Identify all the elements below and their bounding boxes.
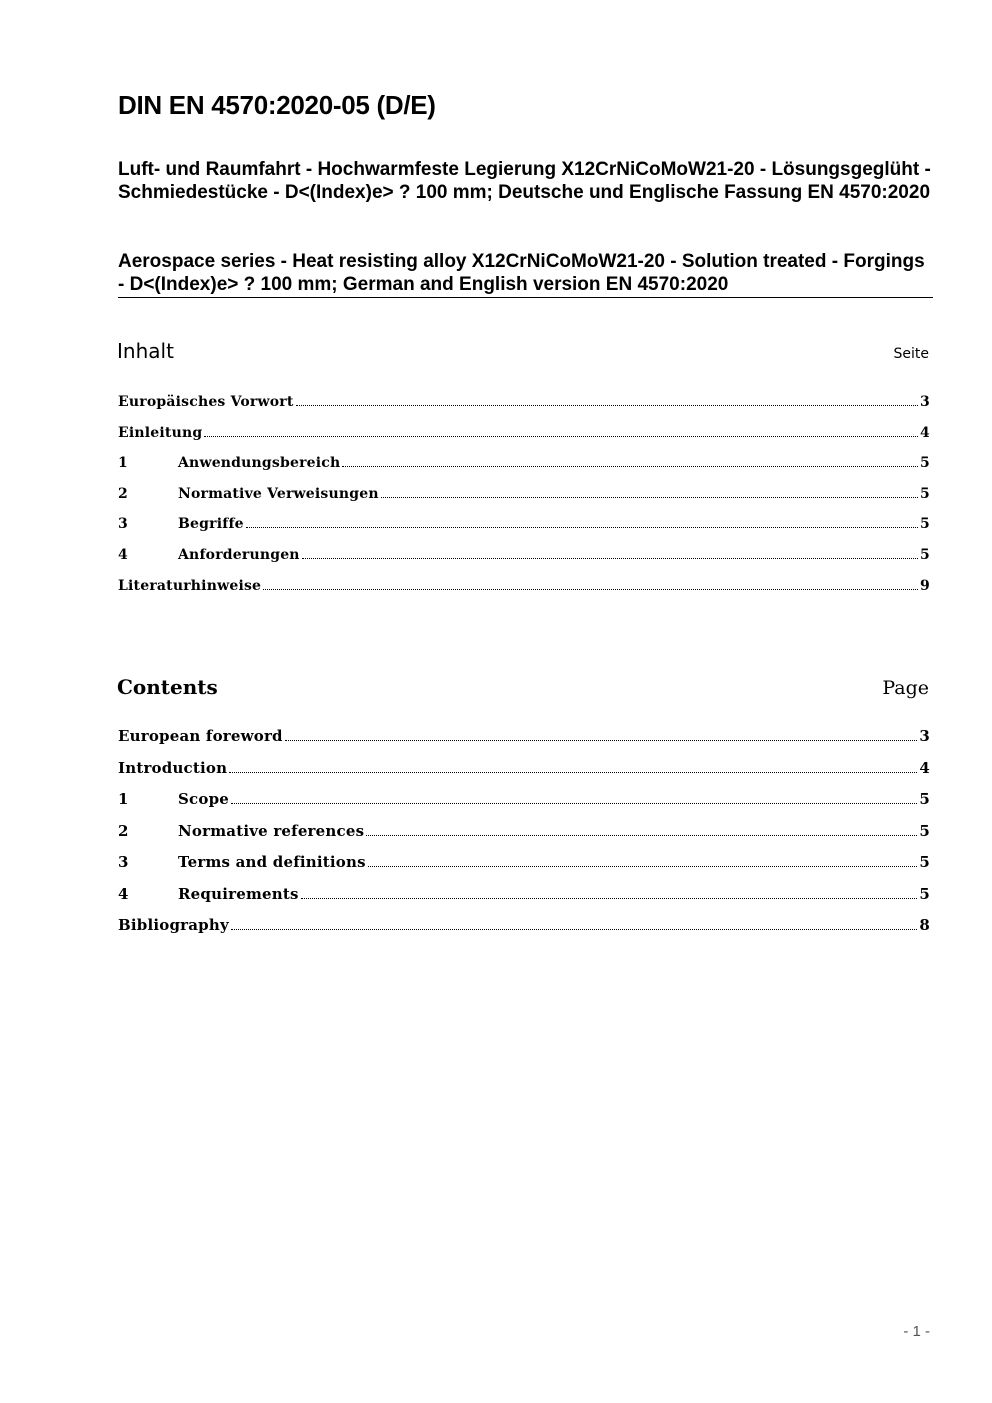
toc-entry-page: 5 xyxy=(919,821,930,840)
toc-leader-dots xyxy=(368,866,918,867)
toc-leader-dots xyxy=(204,436,918,437)
toc-entry[interactable] xyxy=(118,516,930,547)
toc-leader-dots xyxy=(231,929,917,930)
toc-entry-number: 2 xyxy=(118,821,129,840)
toc-entry-label: Terms and definitions xyxy=(178,853,366,871)
toc-entry-label: Begriffe xyxy=(178,516,244,533)
toc-entry-page: 5 xyxy=(919,884,930,903)
toc-entry-label: Introduction xyxy=(118,758,228,777)
toc-entry[interactable] xyxy=(118,916,930,948)
toc-leader-dots xyxy=(366,835,917,836)
toc-entry[interactable] xyxy=(118,547,930,578)
toc-entry[interactable] xyxy=(118,394,930,425)
toc-entry-page: 5 xyxy=(919,790,930,808)
toc-entry[interactable] xyxy=(118,425,930,456)
toc-entry[interactable] xyxy=(118,486,930,517)
toc-entry-page: 4 xyxy=(920,424,930,441)
toc-entry-label: Requirements xyxy=(178,884,299,903)
toc-heading-english xyxy=(117,675,929,699)
document-id: DIN EN 4570:2020-05 (D/E) xyxy=(118,90,436,120)
toc-entry-page: 5 xyxy=(919,853,930,871)
toc-entry-label: Einleitung xyxy=(118,424,203,441)
toc-entry[interactable] xyxy=(118,455,930,486)
title-divider xyxy=(118,297,933,298)
toc-entry-page: 9 xyxy=(920,577,930,594)
toc-title-english: Contents xyxy=(117,675,218,699)
toc-entry-page: 4 xyxy=(919,758,930,777)
toc-entry-label: Normative Verweisungen xyxy=(178,485,379,502)
page-number: - 1 - xyxy=(903,1323,930,1340)
toc-entry-number: 4 xyxy=(118,884,129,903)
toc-entry-label: Normative references xyxy=(178,821,365,840)
toc-entry-label: Literaturhinweise xyxy=(118,577,262,594)
toc-leader-dots xyxy=(246,527,918,528)
toc-title-german: Inhalt xyxy=(117,339,174,363)
toc-leader-dots xyxy=(229,772,917,773)
toc-entry[interactable] xyxy=(118,759,930,791)
toc-leader-dots xyxy=(296,405,919,406)
toc-entry-page: 8 xyxy=(919,916,930,934)
toc-entry[interactable] xyxy=(118,822,930,854)
document-title-english: Aerospace series - Heat resisting alloy X12CrNiCoMoW21-20 - Solution treated - Forgings - D<(Index)e> ? 100 mm; German and English version EN 4570:2020 xyxy=(118,251,925,295)
toc-leader-dots xyxy=(263,589,918,590)
toc-entry-page: 5 xyxy=(920,485,930,502)
toc-entry-page: 5 xyxy=(920,455,930,472)
toc-entry-label: European foreword xyxy=(118,727,283,745)
toc-entry-number: 1 xyxy=(118,455,128,472)
toc-heading-german xyxy=(117,339,929,363)
toc-entry-number: 1 xyxy=(118,790,129,808)
toc-leader-dots xyxy=(301,898,918,899)
toc-entry[interactable] xyxy=(118,727,930,759)
toc-entry-page: 3 xyxy=(920,394,930,410)
toc-entry-label: Europäisches Vorwort xyxy=(118,394,294,410)
toc-list-german xyxy=(118,394,930,608)
toc-entry-label: Anwendungsbereich xyxy=(178,455,341,472)
toc-list-english xyxy=(118,727,930,948)
toc-entry-page: 3 xyxy=(919,727,930,745)
toc-entry-number: 3 xyxy=(118,853,129,871)
toc-page-label-english: Page xyxy=(882,677,929,699)
toc-entry-number: 2 xyxy=(118,485,128,502)
toc-entry-label: Anforderungen xyxy=(178,546,300,563)
toc-leader-dots xyxy=(285,740,918,741)
document-title-german: Luft- und Raumfahrt - Hochwarmfeste Legierung X12CrNiCoMoW21-20 - Lösungsgeglüht - Schmiedestücke - D<(Index)e> ? 100 mm; Deutsche und Englische Fassung EN 4570:2020 xyxy=(118,159,931,203)
toc-leader-dots xyxy=(381,497,918,498)
toc-entry-page: 5 xyxy=(920,546,930,563)
toc-entry[interactable] xyxy=(118,853,930,885)
toc-entry-number: 4 xyxy=(118,546,128,563)
toc-entry[interactable] xyxy=(118,790,930,822)
toc-entry-number: 3 xyxy=(118,516,128,533)
toc-page-label-german: Seite xyxy=(893,346,929,362)
toc-leader-dots xyxy=(231,803,917,804)
toc-entry-label: Bibliography xyxy=(118,916,229,934)
toc-entry-label: Scope xyxy=(178,790,230,808)
toc-leader-dots xyxy=(342,466,918,467)
toc-entry[interactable] xyxy=(118,578,930,609)
toc-entry-page: 5 xyxy=(920,516,930,533)
toc-leader-dots xyxy=(302,558,918,559)
toc-entry[interactable] xyxy=(118,885,930,917)
